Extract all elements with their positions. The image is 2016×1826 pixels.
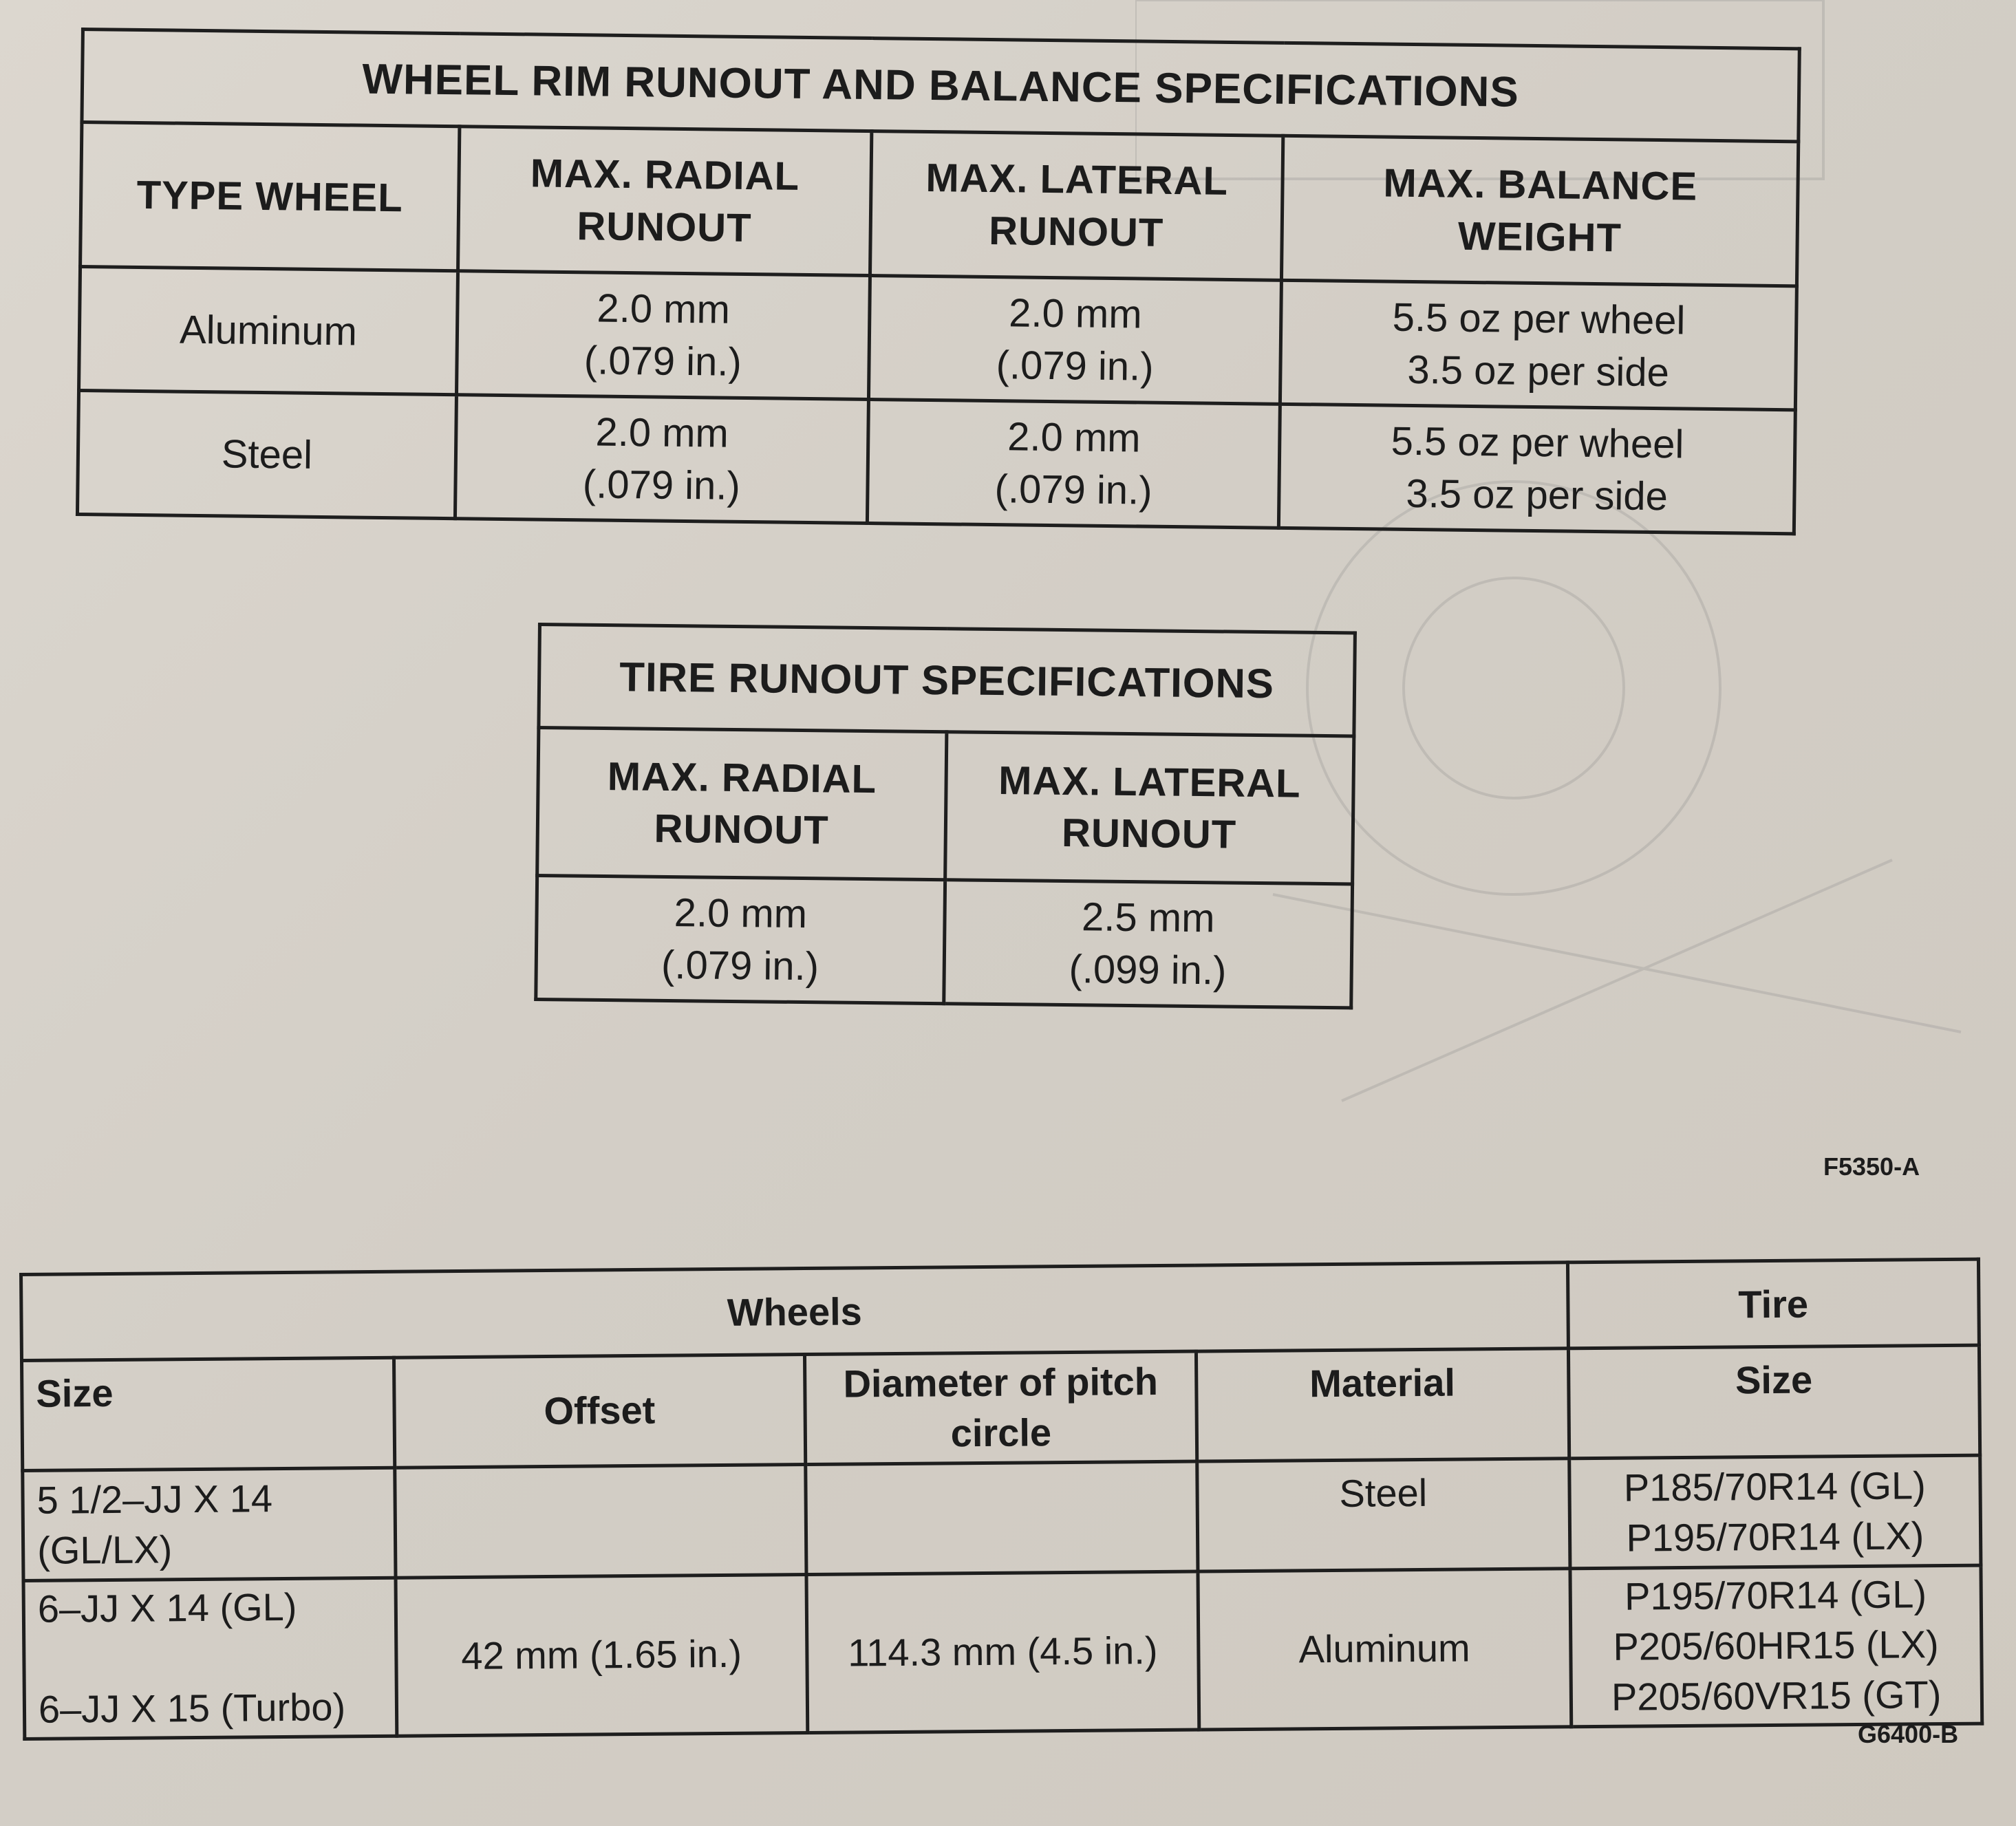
- cell-offset: 42 mm (1.65 in.): [396, 1575, 808, 1737]
- wheels-tire-table: [19, 1258, 1984, 1741]
- tire-cell-radial: 2.0 mm (.079 in.): [536, 876, 945, 1004]
- figure-label: F5350-A: [1823, 1152, 1920, 1181]
- tire-table-title: TIRE RUNOUT SPECIFICATIONS: [539, 625, 1355, 736]
- cell-pitch-circle: 114.3 mm (4.5 in.): [806, 1571, 1199, 1732]
- tire-group-header: Tire: [1567, 1259, 1979, 1349]
- cell-tire-size: P185/70R14 (GL) P195/70R14 (LX): [1569, 1455, 1981, 1569]
- rim-cell-radial: 2.0 mm (.079 in.): [456, 271, 870, 400]
- wheels-group-header: Wheels: [21, 1263, 1568, 1361]
- cell-material: Aluminum: [1198, 1569, 1571, 1730]
- rim-cell-type: Aluminum: [79, 267, 458, 395]
- header-offset: Offset: [394, 1355, 806, 1468]
- rim-cell-type: Steel: [77, 390, 456, 518]
- cell-offset-empty: [394, 1465, 806, 1578]
- table-row: [23, 1455, 1981, 1580]
- rim-header-type-wheel: TYPE WHEEL: [81, 122, 460, 271]
- header-tire-size: Size: [1568, 1345, 1980, 1459]
- table-row: [23, 1565, 1982, 1739]
- rim-cell-lateral: 2.0 mm (.079 in.): [868, 276, 1282, 405]
- rim-cell-balance: 5.5 oz per wheel 3.5 oz per side: [1279, 404, 1796, 533]
- rim-cell-lateral: 2.0 mm (.079 in.): [867, 400, 1280, 528]
- tire-header-max-radial: MAX. RADIAL RUNOUT: [537, 728, 947, 880]
- table-row: [77, 390, 1795, 533]
- rim-header-max-lateral: MAX. LATERAL RUNOUT: [870, 131, 1283, 281]
- figure-label: G6400-B: [1858, 1720, 1959, 1748]
- table-row: [79, 267, 1797, 410]
- tire-cell-lateral: 2.5 mm (.099 in.): [943, 880, 1352, 1008]
- wheel-rim-runout-table: [76, 28, 1801, 535]
- header-pitch-circle: Diameter of pitch circle: [804, 1351, 1197, 1464]
- tire-runout-table: [534, 623, 1357, 1009]
- cell-wheel-size: 6–JJ X 14 (GL) 6–JJ X 15 (Turbo): [23, 1578, 396, 1739]
- header-size: Size: [22, 1357, 395, 1470]
- rim-header-max-radial: MAX. RADIAL RUNOUT: [458, 127, 871, 276]
- rim-cell-radial: 2.0 mm (.079 in.): [455, 395, 868, 524]
- table-row: [536, 876, 1353, 1008]
- cell-wheel-size: 5 1/2–JJ X 14 (GL/LX): [23, 1468, 396, 1580]
- rim-cell-balance: 5.5 oz per wheel 3.5 oz per side: [1280, 280, 1797, 409]
- cell-tire-size: P195/70R14 (GL) P205/60HR15 (LX) P205/60VR15 (GT): [1569, 1565, 1982, 1727]
- rim-header-max-balance: MAX. BALANCE WEIGHT: [1282, 136, 1799, 286]
- tire-header-max-lateral: MAX. LATERAL RUNOUT: [945, 732, 1354, 884]
- rim-table-title: WHEEL RIM RUNOUT AND BALANCE SPECIFICATIONS: [82, 30, 1799, 142]
- header-material: Material: [1196, 1349, 1569, 1461]
- cell-pitch-empty: [806, 1461, 1198, 1574]
- cell-material: Steel: [1197, 1459, 1570, 1571]
